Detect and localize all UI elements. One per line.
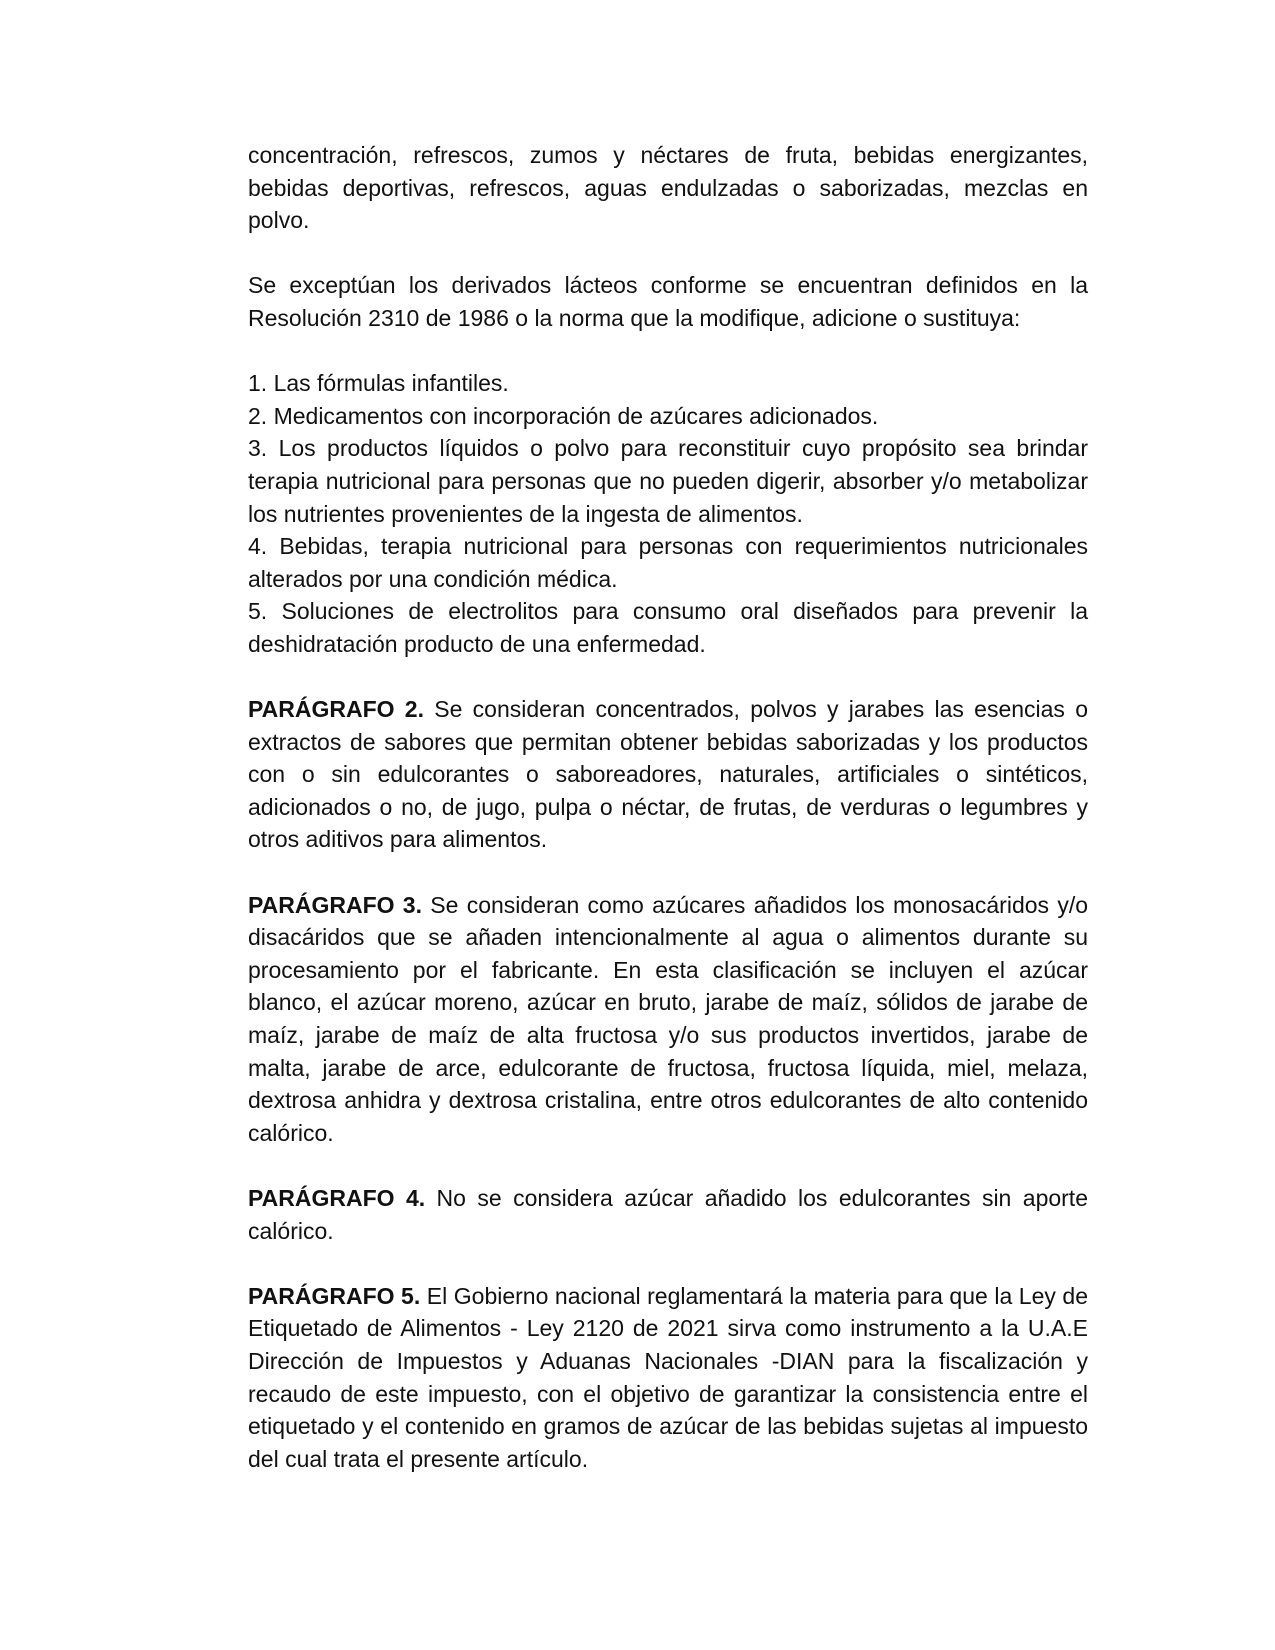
paragraph-2 — [248, 693, 1088, 856]
paragraph-text: Se consideran concentrados, polvos y jarabes las esencias o extractos de sabores que permitan obtener bebidas saborizadas y los productos con o sin edulcorantes o saboreadores, naturales, artificiales o sintéticos, adicionados o no, de jugo, pulpa o néctar, de frutas, de verduras o legumbres y otros aditivos para alimentos. — [248, 696, 1089, 853]
paragraph-text: Se consideran como azúcares añadidos los monosacáridos y/o disacáridos que se añaden intencionalmente al agua o alimentos durante su procesamiento por el fabricante. En esta clasificación se incluyen el azúcar blanco, el azúcar moreno, azúcar en bruto, jarabe de maíz, sólidos de jarabe de maíz, jarabe de maíz de alta fructosa y/o sus productos invertidos, jarabe de malta, jarabe de arce, edulcorante de fructosa, fructosa líquida, miel, melaza, dextrosa anhidra y dextrosa cristalina, entre otros edulcorantes de alto contenido calórico. — [248, 891, 1088, 1146]
paragraph-label: PARÁGRAFO 4. — [248, 1185, 426, 1211]
spacer — [248, 237, 1088, 270]
intro-paragraph: concentración, refrescos, zumos y néctares de fruta, bebidas energizantes, bebidas deportivas, refrescos, aguas endulzadas o saborizadas, mezclas en polvo. — [248, 142, 1088, 234]
list-item: 1. Las fórmulas infantiles. — [248, 370, 509, 397]
paragraph-text: No se considera azúcar añadido los edulcorantes sin aporte calórico. — [248, 1185, 1088, 1244]
paragraph-5 — [248, 1280, 1088, 1476]
list-item: 5. Soluciones de electrolitos para consumo oral diseñados para prevenir la deshidratación producto de una enfermedad. — [248, 598, 1088, 657]
spacer — [248, 335, 1088, 368]
paragraph-label: PARÁGRAFO 2. — [248, 696, 424, 723]
list-item: 3. Los productos líquidos o polvo para reconstituir cuyo propósito sea brindar terapia nutricional para personas que no pueden digerir, absorber y/o metabolizar los nutrientes provenientes de la ingesta de alimentos. — [248, 435, 1088, 527]
paragraph-3 — [248, 889, 1088, 1150]
paragraph-label: PARÁGRAFO 5. — [248, 1282, 421, 1309]
exception-paragraph: Se exceptúan los derivados lácteos conforme se encuentran definidos en la Resolución 2310 de 1986 o la norma que la modifique, adicione o sustituya: — [248, 272, 1088, 331]
spacer — [248, 1247, 1088, 1280]
spacer — [248, 856, 1088, 889]
list-item: 4. Bebidas, terapia nutricional para personas con requerimientos nutricionales alterados por una condición médica. — [248, 533, 1088, 592]
paragraph-label: PARÁGRAFO 3. — [248, 891, 422, 918]
document-page — [248, 139, 1088, 1475]
paragraph-4 — [248, 1182, 1088, 1247]
spacer — [248, 661, 1088, 694]
list-item: 2. Medicamentos con incorporación de azúcares adicionados. — [248, 402, 879, 429]
spacer — [248, 1149, 1088, 1182]
paragraph-text: El Gobierno nacional reglamentará la materia para que la Ley de Etiquetado de Alimentos - Ley 2120 de 2021 sirva como instrumento a la U.A.E Dirección de Impuestos y Aduanas Nacionales -DIAN para la fiscalización y recaudo de este impuesto, con el objetivo de garantizar la consistencia entre el etiquetado y el contenido en gramos de azúcar de las bebidas sujetas al impuesto del cual trata el presente artículo. — [248, 1282, 1088, 1472]
